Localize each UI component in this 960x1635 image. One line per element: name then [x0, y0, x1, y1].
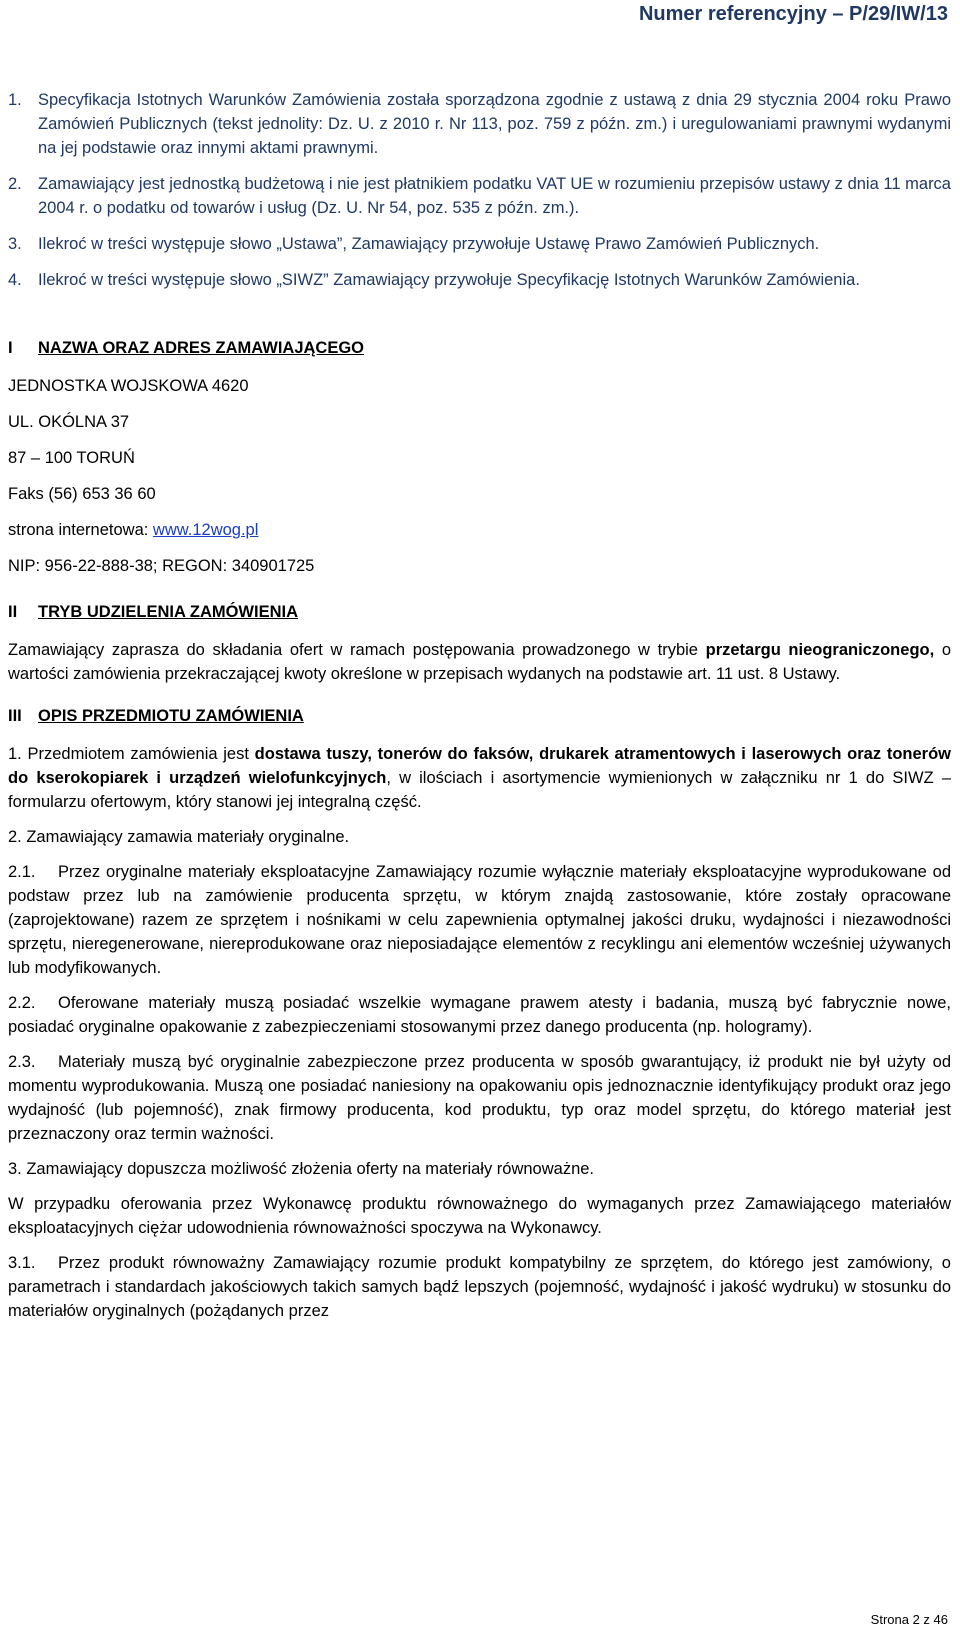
procedure-paragraph [8, 638, 951, 686]
section-heading-1 [8, 336, 951, 360]
paragraph-2-1 [8, 860, 951, 980]
nip-regon: NIP: 956-22-888-38; REGON: 340901725 [8, 557, 315, 575]
item-text: Ilekroć w treści występuje słowo „SIWZ” Zamawiający przywołuje Specyfikację Istotnych Warunków Zamówienia. [38, 271, 860, 289]
website-link[interactable]: www.12wog.pl [152, 521, 259, 539]
section-heading-2 [8, 600, 951, 624]
paragraph-text: Przez produkt równoważny Zamawiający rozumie produkt kompatybilny ze sprzętem, do którego jest zamówiony, o parametrach i standardach jakościowych takich samych bądź lepszych (pojemność, wydajność i jakość wydruku) w stosunku do materiałów oryginalnych (pożądanych przez [8, 1254, 951, 1320]
item-text: Zamawiający jest jednostką budżetową i nie jest płatnikiem podatku VAT UE w rozumieniu przepisów ustawy z dnia 11 marca 2004 r. o podatku od towarów i usług (Dz. U. Nr 54, poz. 535 z późn. zm.). [38, 175, 951, 217]
paragraph-2: 2. Zamawiający zamawia materiały oryginalne. [8, 828, 350, 846]
section-title: TRYB UDZIELENIA ZAMÓWIENIA [38, 603, 299, 621]
paragraph-1 [8, 742, 951, 814]
section-number: I [8, 339, 13, 357]
paragraph-number: 2.2. [8, 994, 36, 1012]
item-number: 4. [8, 271, 22, 289]
list-item [8, 88, 951, 160]
paragraph-number: 2.3. [8, 1053, 36, 1071]
item-number: 1. [8, 91, 22, 109]
paragraph-3-1 [8, 1251, 951, 1323]
section-title: NAZWA ORAZ ADRES ZAMAWIAJĄCEGO [38, 339, 365, 357]
document-body [8, 88, 951, 1334]
text-run: o wartości zamówienia przekraczającej kwoty określone w przepisach wydanych na podstawie art. 11 ust. 8 Ustawy. [8, 641, 952, 683]
text-run: Zamawiający zaprasza do składania ofert w ramach postępowania prowadzonego w trybie [8, 641, 706, 659]
paragraph-2-2 [8, 991, 951, 1039]
bold-run: przetargu nieograniczonego, [705, 641, 935, 659]
reference-number: Numer referencyjny – P/29/IW/13 [638, 3, 948, 25]
item-number: 2. [8, 175, 22, 193]
paragraph-3-note: W przypadku oferowania przez Wykonawcę produktu równoważnego do wymaganych przez Zamawiającego materiałów eksploatacyjnych ciężar udowodnienia równoważności spoczywa na Wykonawcy. [8, 1195, 951, 1237]
paragraph-text: Oferowane materiały muszą posiadać wszelkie wymagane prawem atesty i badania, muszą być fabrycznie nowe, posiadać oryginalne opakowanie z zabezpieczeniami stosowanymi przez danego producenta (np. hologramy). [8, 994, 951, 1036]
paragraph-3: 3. Zamawiający dopuszcza możliwość złożenia oferty na materiały równoważne. [8, 1160, 594, 1178]
bold-run: dostawa tuszy, tonerów do faksów, drukarek atramentowych i laserowych oraz tonerów do kserokopiarek i urządzeń wielofunkcyjnych [8, 745, 951, 787]
paragraph-2-3 [8, 1050, 951, 1146]
text-run: 1. Przedmiotem zamówienia jest [8, 745, 255, 763]
fax-line: Faks (56) 653 36 60 [8, 485, 156, 503]
page-number: Strona 2 z 46 [870, 1612, 948, 1627]
section-number: II [8, 603, 18, 621]
paragraph-text: Materiały muszą być oryginalnie zabezpieczone przez producenta w sposób gwarantujący, iż produkt nie był użyty od momentu wyprodukowania. Muszą one posiadać naniesiony na opakowaniu opis jednoznacznie identyfikujący produkt oraz jego wydajność (lub pojemność), znak firmowy producenta, kod produktu, typ oraz model sprzętu, do którego materiał jest przeznaczony oraz termin ważności. [8, 1053, 951, 1143]
item-number: 3. [8, 235, 22, 253]
intro-list [8, 88, 951, 292]
website-label: strona internetowa: [8, 521, 153, 539]
website-line [8, 518, 951, 542]
section-heading-3 [8, 704, 951, 728]
paragraph-number: 3.1. [8, 1254, 36, 1272]
section-title: OPIS PRZEDMIOTU ZAMÓWIENIA [38, 707, 304, 725]
address-line: JEDNOSTKA WOJSKOWA 4620 [8, 377, 249, 395]
paragraph-number: 2.1. [8, 863, 36, 881]
text-run: , w ilościach i asortymencie wymienionych w załączniku nr 1 do SIWZ – formularzu ofertowym, który stanowi jej integralną część. [8, 769, 951, 811]
address-line: UL. OKÓLNA 37 [8, 413, 130, 431]
item-text: Specyfikacja Istotnych Warunków Zamówienia została sporządzona zgodnie z ustawą z dnia 29 stycznia 2004 roku Prawo Zamówień Publicznych (tekst jednolity: Dz. U. z 2010 r. Nr 113, poz. 759 z późn. zm.) i uregulowaniami prawnymi wydanymi na jej podstawie oraz innymi aktami prawnymi. [38, 91, 951, 157]
list-item [8, 232, 951, 256]
section-number: III [8, 707, 22, 725]
list-item [8, 268, 951, 292]
item-text: Ilekroć w treści występuje słowo „Ustawa”, Zamawiający przywołuje Ustawę Prawo Zamówień Publicznych. [38, 235, 820, 253]
address-line: 87 – 100 TORUŃ [8, 449, 135, 467]
list-item [8, 172, 951, 220]
paragraph-text: Przez oryginalne materiały eksploatacyjne Zamawiający rozumie wyłącznie materiały eksploatacyjne wyprodukowane od podstaw przez lub na zamówienie producenta sprzętu, w którym znajdą zastosowanie, które zostały opracowane (zaprojektowane) razem ze sprzętem i nośnikami w celu zapewnienia optymalnej jakości druku, wydajności i niezawodności sprzętu, nieregenerowane, niereprodukowane oraz nieposiadające elementów z recyklingu ani elementów wcześniej używanych lub modyfikowanych. [8, 863, 951, 977]
